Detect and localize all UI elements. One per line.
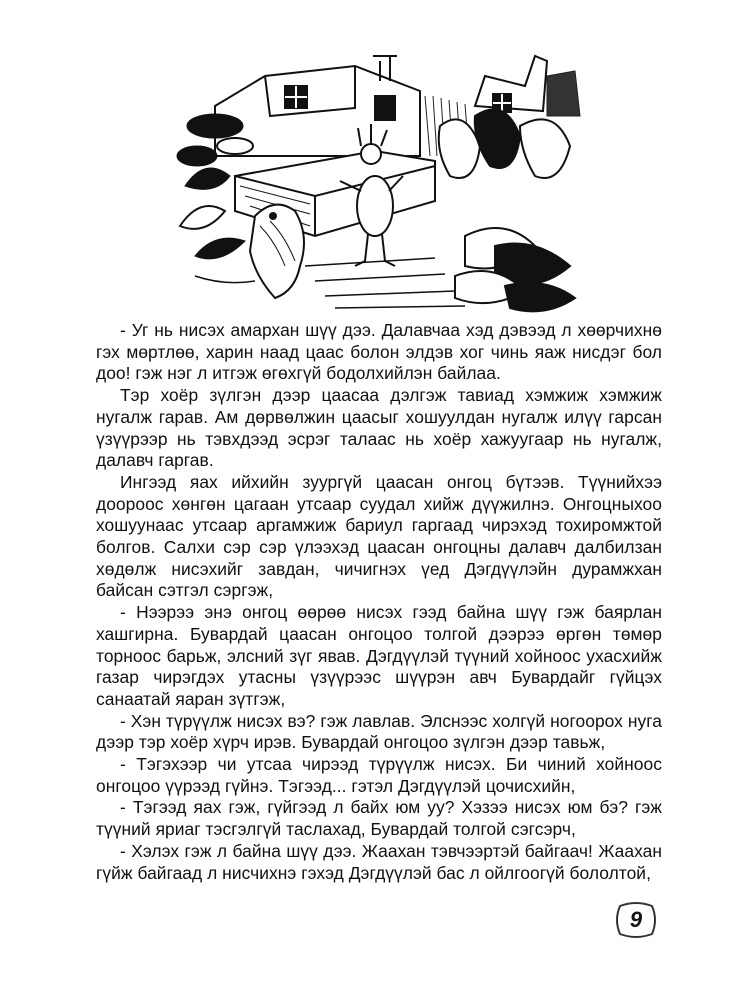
paragraph: - Тэгээд яах гэж, гүйгээд л байх юм уу? Хэзээ нисэх юм бэ? гэж түүний яриаг тэсгэлгүй таслахад, Бувардай толгой сэгсэрч,	[96, 797, 662, 840]
paragraph: Ингээд яах ийхийн зуургүй цаасан онгоц бүтээв. Түүнийхээ доороос хөнгөн цагаан утсаар суудал хийж дүүжилнэ. Онгоцныхоо хошуунаас утсаар аргамжиж бариул гаргаад чирэхэд тохиромжтой болгов. Салхи сэр сэр үлээхэд цаасан онгоцны далавч далбилзан хөдөлж нисэхийг завдан, чичигнэх үед Дэгдүүлэйн дурамжхан байсан сэтгэл сэргэж,	[96, 471, 662, 601]
page-number	[614, 900, 658, 940]
paragraph: - Хэлэх гэж л байна шүү дээ. Жаахан тэвчээртэй байгаач! Жаахан гүйж байгаад л нисчихнэ гэхэд Дэгдүүлэй бас л ойлгоогүй бололтой,	[96, 840, 662, 883]
page-number-text: 9	[629, 907, 643, 932]
paragraph: Тэр хоёр зүлгэн дээр цаасаа дэлгэж тавиад хэмжиж хэмжиж нугалж гарав. Ам дөрвөлжин цаасыг хошуулдан нугалж илүү гарсан үзүүрээр нь тэвхдээд эсрэг талаас нь хоёр хажуугаар нь нугалж, далавч гаргав.	[96, 385, 662, 471]
paragraph: - Хэн түрүүлж нисэх вэ? гэж лавлав. Элснээс холгүй ногоорох нуга дээр тэр хоёр хүрч ирэв. Бувардай онгоцоо зүлгэн дээр тавьж,	[96, 710, 662, 753]
paragraph: - Тэгэхээр чи утсаа чирээд түрүүлж нисэх. Би чиний хойноос онгоцоо үүрээд гүйнэ. Тэгээд... гэтэл Дэгдүүлэй цочисхийн,	[96, 754, 662, 796]
ground	[195, 258, 465, 308]
paragraph: - Уг нь нисэх амархан шүү дээ. Далавчаа хэд дэвээд л хөөрчихнө гэх мөртлөө, харин наад цаас болон элдэв хог чинь яаж нисдэг бол доо! гэж нэг л итгэж өгөхгүй бодолхийлэн байлаа.	[96, 320, 662, 384]
story-text	[96, 320, 662, 884]
right-plants	[439, 109, 575, 311]
story-illustration	[175, 36, 585, 318]
bird	[250, 205, 304, 298]
paragraph: - Нээрээ энэ онгоц өөрөө нисэх гээд байна шүү гэж баярлан хашгирна. Бувардай цаасан онгоцоо толгой дээрээ өргөн төмөр торноос барьж, элсний зүг явав. Дэгдүүлэй түүний хойноос ухасхийж газар чирэгдэх утасны үзүүрээс шүүрэн авч Бувардайг гүйцэх санаатай яаран зүтгэж,	[96, 602, 662, 709]
